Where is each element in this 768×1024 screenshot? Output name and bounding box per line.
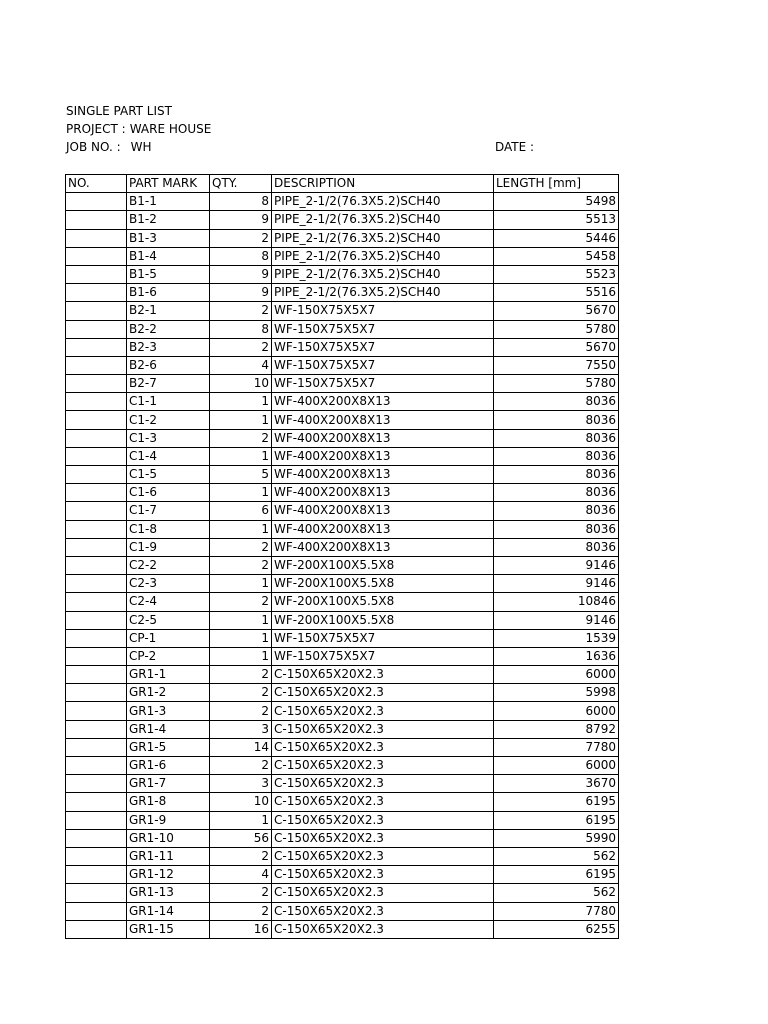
cell-description: WF-400X200X8X13 [272, 484, 494, 502]
cell-no [66, 647, 127, 665]
cell-description: WF-200X100X5.5X8 [272, 593, 494, 611]
cell-qty: 3 [210, 720, 272, 738]
cell-part-mark: B2-6 [127, 356, 210, 374]
cell-length: 7780 [494, 902, 619, 920]
cell-part-mark: GR1-2 [127, 684, 210, 702]
cell-qty: 9 [210, 284, 272, 302]
cell-qty: 4 [210, 866, 272, 884]
cell-qty: 8 [210, 247, 272, 265]
cell-part-mark: C1-1 [127, 393, 210, 411]
cell-no [66, 247, 127, 265]
table-row [66, 920, 619, 938]
cell-length: 3670 [494, 775, 619, 793]
table-row [66, 284, 619, 302]
cell-no [66, 629, 127, 647]
cell-no [66, 466, 127, 484]
cell-description: C-150X65X20X2.3 [272, 775, 494, 793]
cell-part-mark: GR1-6 [127, 757, 210, 775]
table-row [66, 411, 619, 429]
cell-description: PIPE_2-1/2(76.3X5.2)SCH40 [272, 229, 494, 247]
cell-part-mark: GR1-14 [127, 902, 210, 920]
cell-length: 5670 [494, 338, 619, 356]
cell-no [66, 356, 127, 374]
cell-qty: 5 [210, 466, 272, 484]
cell-description: WF-400X200X8X13 [272, 447, 494, 465]
project-line [66, 120, 211, 138]
cell-part-mark: C2-5 [127, 611, 210, 629]
cell-no [66, 484, 127, 502]
cell-length: 5998 [494, 684, 619, 702]
column-header-qty: QTY. [210, 175, 272, 193]
job-line [66, 138, 152, 156]
cell-part-mark: B1-1 [127, 193, 210, 211]
cell-description: WF-200X100X5.5X8 [272, 556, 494, 574]
date-label: DATE : [495, 140, 535, 154]
cell-length: 8036 [494, 466, 619, 484]
cell-length: 9146 [494, 575, 619, 593]
cell-qty: 9 [210, 265, 272, 283]
cell-no [66, 811, 127, 829]
cell-no [66, 666, 127, 684]
cell-qty: 1 [210, 393, 272, 411]
cell-length: 8792 [494, 720, 619, 738]
cell-description: C-150X65X20X2.3 [272, 902, 494, 920]
cell-description: WF-150X75X5X7 [272, 647, 494, 665]
cell-no [66, 684, 127, 702]
cell-part-mark: C2-3 [127, 575, 210, 593]
cell-no [66, 556, 127, 574]
cell-no [66, 320, 127, 338]
column-header-no: NO. [66, 175, 127, 193]
cell-no [66, 793, 127, 811]
cell-qty: 1 [210, 629, 272, 647]
cell-qty: 2 [210, 229, 272, 247]
cell-description: PIPE_2-1/2(76.3X5.2)SCH40 [272, 284, 494, 302]
cell-length: 6000 [494, 702, 619, 720]
cell-qty: 16 [210, 920, 272, 938]
cell-no [66, 411, 127, 429]
cell-description: C-150X65X20X2.3 [272, 684, 494, 702]
table-row [66, 356, 619, 374]
cell-length: 562 [494, 884, 619, 902]
cell-no [66, 757, 127, 775]
cell-length: 8036 [494, 447, 619, 465]
table-row [66, 265, 619, 283]
cell-no [66, 902, 127, 920]
table-row [66, 902, 619, 920]
part-list-table [65, 174, 619, 939]
cell-part-mark: B2-3 [127, 338, 210, 356]
cell-length: 8036 [494, 484, 619, 502]
table-row [66, 338, 619, 356]
cell-part-mark: C1-2 [127, 411, 210, 429]
cell-description: WF-400X200X8X13 [272, 520, 494, 538]
cell-no [66, 211, 127, 229]
table-row [66, 611, 619, 629]
cell-description: PIPE_2-1/2(76.3X5.2)SCH40 [272, 247, 494, 265]
cell-no [66, 702, 127, 720]
cell-part-mark: C2-2 [127, 556, 210, 574]
cell-qty: 1 [210, 647, 272, 665]
cell-description: C-150X65X20X2.3 [272, 811, 494, 829]
cell-description: WF-400X200X8X13 [272, 502, 494, 520]
cell-qty: 2 [210, 684, 272, 702]
cell-no [66, 284, 127, 302]
table-row [66, 666, 619, 684]
cell-qty: 2 [210, 666, 272, 684]
cell-description: WF-200X100X5.5X8 [272, 611, 494, 629]
cell-part-mark: B2-1 [127, 302, 210, 320]
cell-no [66, 920, 127, 938]
cell-part-mark: GR1-5 [127, 738, 210, 756]
cell-description: WF-150X75X5X7 [272, 356, 494, 374]
cell-no [66, 884, 127, 902]
table-body [66, 193, 619, 939]
cell-length: 5780 [494, 320, 619, 338]
cell-qty: 2 [210, 702, 272, 720]
cell-qty: 3 [210, 775, 272, 793]
cell-qty: 10 [210, 793, 272, 811]
cell-qty: 8 [210, 320, 272, 338]
table-row [66, 684, 619, 702]
cell-part-mark: B1-4 [127, 247, 210, 265]
table-row [66, 757, 619, 775]
cell-length: 6195 [494, 866, 619, 884]
cell-part-mark: CP-1 [127, 629, 210, 647]
cell-part-mark: C1-9 [127, 538, 210, 556]
table-row [66, 520, 619, 538]
table-row [66, 302, 619, 320]
table-row [66, 556, 619, 574]
cell-description: WF-400X200X8X13 [272, 538, 494, 556]
cell-description: C-150X65X20X2.3 [272, 829, 494, 847]
cell-part-mark: GR1-10 [127, 829, 210, 847]
cell-qty: 2 [210, 429, 272, 447]
table-row [66, 484, 619, 502]
table-row [66, 247, 619, 265]
cell-qty: 2 [210, 757, 272, 775]
cell-no [66, 520, 127, 538]
cell-qty: 1 [210, 811, 272, 829]
table-row [66, 702, 619, 720]
cell-length: 8036 [494, 411, 619, 429]
cell-no [66, 447, 127, 465]
cell-length: 6000 [494, 757, 619, 775]
cell-length: 5670 [494, 302, 619, 320]
cell-length: 8036 [494, 393, 619, 411]
table-row [66, 429, 619, 447]
cell-no [66, 302, 127, 320]
cell-length: 5516 [494, 284, 619, 302]
cell-part-mark: C1-4 [127, 447, 210, 465]
table-row [66, 847, 619, 865]
cell-part-mark: C1-7 [127, 502, 210, 520]
cell-length: 6195 [494, 793, 619, 811]
cell-description: WF-200X100X5.5X8 [272, 575, 494, 593]
cell-length: 5513 [494, 211, 619, 229]
cell-description: C-150X65X20X2.3 [272, 666, 494, 684]
cell-description: PIPE_2-1/2(76.3X5.2)SCH40 [272, 193, 494, 211]
table-row [66, 575, 619, 593]
cell-part-mark: B1-6 [127, 284, 210, 302]
cell-length: 6195 [494, 811, 619, 829]
cell-qty: 2 [210, 884, 272, 902]
table-row [66, 647, 619, 665]
cell-part-mark: C1-8 [127, 520, 210, 538]
cell-description: C-150X65X20X2.3 [272, 738, 494, 756]
cell-part-mark: B2-2 [127, 320, 210, 338]
cell-part-mark: B1-3 [127, 229, 210, 247]
cell-description: C-150X65X20X2.3 [272, 793, 494, 811]
cell-no [66, 847, 127, 865]
cell-qty: 2 [210, 847, 272, 865]
project-value: WARE HOUSE [129, 122, 212, 136]
cell-description: WF-150X75X5X7 [272, 629, 494, 647]
cell-part-mark: B1-2 [127, 211, 210, 229]
cell-length: 8036 [494, 520, 619, 538]
cell-qty: 4 [210, 356, 272, 374]
cell-qty: 1 [210, 611, 272, 629]
table-row [66, 720, 619, 738]
cell-length: 7780 [494, 738, 619, 756]
cell-description: WF-150X75X5X7 [272, 375, 494, 393]
cell-qty: 2 [210, 302, 272, 320]
cell-part-mark: CP-2 [127, 647, 210, 665]
cell-no [66, 866, 127, 884]
cell-qty: 6 [210, 502, 272, 520]
cell-length: 7550 [494, 356, 619, 374]
table-row [66, 775, 619, 793]
cell-description: WF-150X75X5X7 [272, 338, 494, 356]
table-row [66, 320, 619, 338]
cell-part-mark: GR1-3 [127, 702, 210, 720]
cell-description: C-150X65X20X2.3 [272, 866, 494, 884]
cell-qty: 1 [210, 484, 272, 502]
cell-description: C-150X65X20X2.3 [272, 757, 494, 775]
cell-no [66, 775, 127, 793]
cell-part-mark: B2-7 [127, 375, 210, 393]
cell-qty: 1 [210, 411, 272, 429]
table-row [66, 866, 619, 884]
cell-description: C-150X65X20X2.3 [272, 702, 494, 720]
cell-qty: 2 [210, 902, 272, 920]
cell-description: WF-150X75X5X7 [272, 320, 494, 338]
job-value: WH [130, 140, 152, 154]
cell-part-mark: C2-4 [127, 593, 210, 611]
cell-length: 5990 [494, 829, 619, 847]
table-row [66, 375, 619, 393]
cell-length: 5446 [494, 229, 619, 247]
cell-part-mark: GR1-7 [127, 775, 210, 793]
cell-no [66, 738, 127, 756]
cell-description: WF-400X200X8X13 [272, 393, 494, 411]
cell-length: 1636 [494, 647, 619, 665]
table-row [66, 466, 619, 484]
cell-no [66, 375, 127, 393]
cell-length: 6000 [494, 666, 619, 684]
cell-qty: 2 [210, 556, 272, 574]
table-header-row [66, 175, 619, 193]
cell-no [66, 265, 127, 283]
table-row [66, 502, 619, 520]
table-row [66, 538, 619, 556]
cell-length: 10846 [494, 593, 619, 611]
cell-no [66, 593, 127, 611]
table-row [66, 738, 619, 756]
cell-no [66, 193, 127, 211]
cell-qty: 14 [210, 738, 272, 756]
project-label: PROJECT : [66, 122, 126, 136]
cell-no [66, 393, 127, 411]
column-header-description: DESCRIPTION [272, 175, 494, 193]
table-row [66, 211, 619, 229]
table-row [66, 447, 619, 465]
cell-description: WF-400X200X8X13 [272, 466, 494, 484]
cell-part-mark: GR1-13 [127, 884, 210, 902]
cell-qty: 2 [210, 593, 272, 611]
cell-part-mark: B1-5 [127, 265, 210, 283]
table-row [66, 629, 619, 647]
cell-description: WF-400X200X8X13 [272, 411, 494, 429]
cell-part-mark: GR1-9 [127, 811, 210, 829]
cell-length: 5458 [494, 247, 619, 265]
cell-length: 6255 [494, 920, 619, 938]
cell-length: 1539 [494, 629, 619, 647]
cell-no [66, 338, 127, 356]
cell-part-mark: C1-3 [127, 429, 210, 447]
column-header-part-mark: PART MARK [127, 175, 210, 193]
cell-length: 8036 [494, 538, 619, 556]
cell-part-mark: GR1-15 [127, 920, 210, 938]
cell-length: 8036 [494, 502, 619, 520]
cell-qty: 10 [210, 375, 272, 393]
cell-qty: 56 [210, 829, 272, 847]
cell-qty: 1 [210, 447, 272, 465]
table-row [66, 811, 619, 829]
table-row [66, 829, 619, 847]
cell-part-mark: GR1-11 [127, 847, 210, 865]
cell-part-mark: GR1-1 [127, 666, 210, 684]
cell-description: C-150X65X20X2.3 [272, 847, 494, 865]
cell-part-mark: GR1-12 [127, 866, 210, 884]
table-row [66, 229, 619, 247]
table-row [66, 884, 619, 902]
cell-description: PIPE_2-1/2(76.3X5.2)SCH40 [272, 265, 494, 283]
cell-description: C-150X65X20X2.3 [272, 720, 494, 738]
cell-description: WF-150X75X5X7 [272, 302, 494, 320]
table-row [66, 593, 619, 611]
cell-qty: 1 [210, 575, 272, 593]
cell-length: 8036 [494, 429, 619, 447]
cell-no [66, 611, 127, 629]
cell-no [66, 829, 127, 847]
cell-part-mark: GR1-8 [127, 793, 210, 811]
cell-no [66, 538, 127, 556]
cell-length: 5523 [494, 265, 619, 283]
cell-description: C-150X65X20X2.3 [272, 920, 494, 938]
cell-qty: 9 [210, 211, 272, 229]
cell-qty: 8 [210, 193, 272, 211]
cell-no [66, 575, 127, 593]
cell-length: 5498 [494, 193, 619, 211]
table-row [66, 193, 619, 211]
cell-no [66, 229, 127, 247]
cell-length: 9146 [494, 611, 619, 629]
cell-description: WF-400X200X8X13 [272, 429, 494, 447]
cell-part-mark: C1-5 [127, 466, 210, 484]
cell-description: C-150X65X20X2.3 [272, 884, 494, 902]
cell-description: PIPE_2-1/2(76.3X5.2)SCH40 [272, 211, 494, 229]
cell-no [66, 502, 127, 520]
cell-qty: 2 [210, 338, 272, 356]
table-row [66, 393, 619, 411]
document-title: SINGLE PART LIST [66, 104, 172, 118]
cell-length: 5780 [494, 375, 619, 393]
cell-part-mark: GR1-4 [127, 720, 210, 738]
cell-part-mark: C1-6 [127, 484, 210, 502]
cell-qty: 1 [210, 520, 272, 538]
table-row [66, 793, 619, 811]
cell-length: 9146 [494, 556, 619, 574]
cell-no [66, 429, 127, 447]
cell-qty: 2 [210, 538, 272, 556]
job-label: JOB NO. : [66, 140, 121, 154]
cell-length: 562 [494, 847, 619, 865]
column-header-length: LENGTH [mm] [494, 175, 619, 193]
cell-no [66, 720, 127, 738]
